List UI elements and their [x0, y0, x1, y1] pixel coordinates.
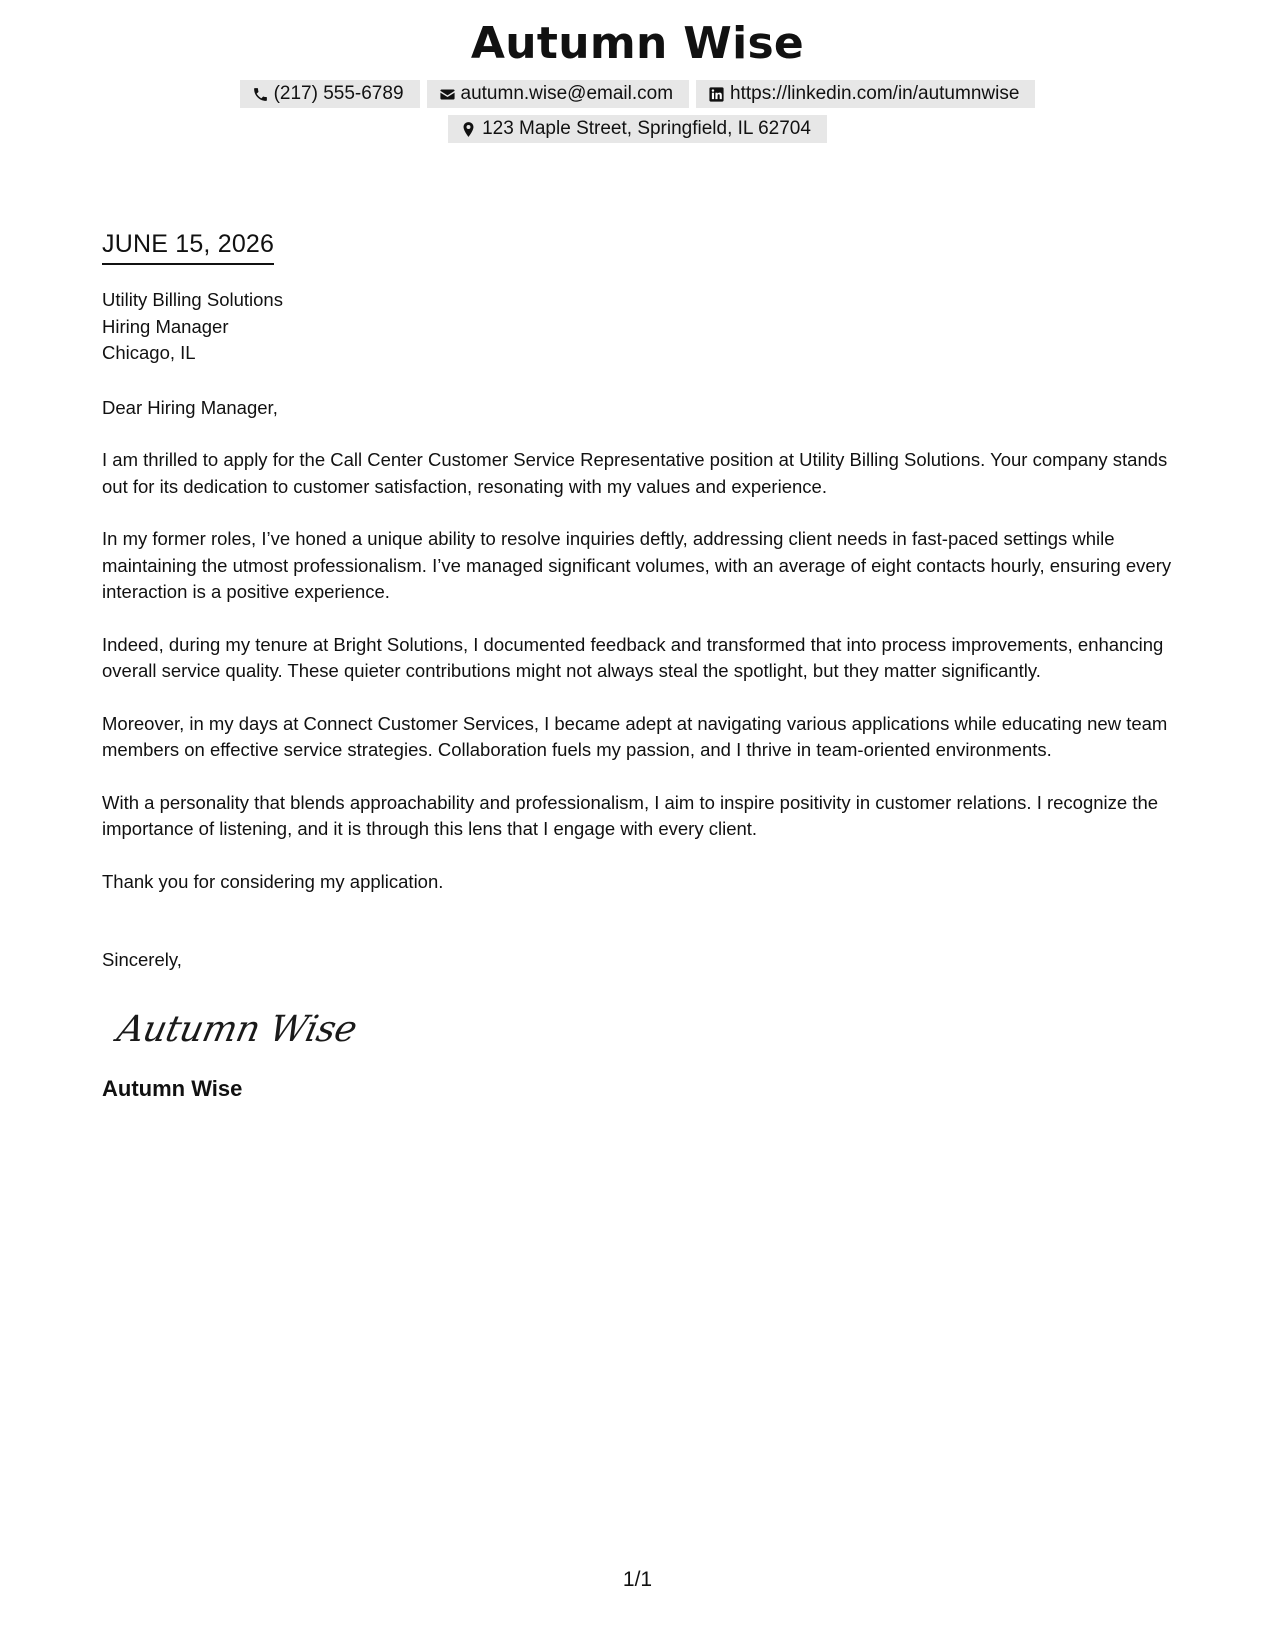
paragraph: In my former roles, I’ve honed a unique ability to resolve inquiries deftly, addressing client needs in fast-paced settings while maintaining the utmost professionalism. I’ve managed significant volumes, with an average of eight contacts hourly, ensuring every interaction is a positive experience. [102, 528, 1172, 602]
salutation: Dear Hiring Manager, [102, 396, 278, 418]
paragraph: Moreover, in my days at Connect Customer Services, I became adept at navigating various applications while educating new team members on effective service strategies. Collaboration fuels my passion, and I thrive in team-oriented environments. [102, 712, 1168, 760]
letter-body [102, 228, 1177, 1102]
contact-row [0, 80, 1275, 108]
address-chip [448, 115, 827, 143]
paragraph: I am thrilled to apply for the Call Center Customer Service Representative position at Utility Billing Solutions. Your company stands out for its dedication to customer satisfaction, resonating with my values and experience. [102, 449, 1168, 497]
linkedin-icon [708, 86, 725, 103]
paragraph: With a personality that blends approachability and professionalism, I aim to inspire positivity in customer relations. I recognize the importance of listening, and it is through this lens that I engage with every client. [102, 791, 1159, 839]
address-text: 123 Maple Street, Springfield, IL 62704 [482, 118, 811, 139]
closing: Sincerely, [102, 949, 182, 970]
page-number: 1/1 [622, 1568, 653, 1591]
paragraph: Indeed, during my tenure at Bright Solutions, I documented feedback and transformed that into process improvements, enhancing overall service quality. These quieter contributions might not always steal the spotlight, but they matter significantly. [102, 633, 1164, 681]
phone-chip[interactable] [240, 80, 420, 108]
paragraph: Thank you for considering my application. [102, 870, 444, 892]
map-pin-icon [460, 121, 477, 138]
email-chip[interactable] [427, 80, 690, 108]
recipient-title: Hiring Manager [102, 315, 229, 337]
linkedin-chip[interactable] [696, 80, 1035, 108]
signature-image: Autumn Wise [113, 1008, 361, 1050]
letter-date: JUNE 15, 2026 [102, 228, 274, 265]
recipient-block [102, 287, 1177, 367]
phone-text: (217) 555-6789 [273, 83, 404, 104]
recipient-company: Utility Billing Solutions [102, 289, 283, 310]
recipient-location: Chicago, IL [102, 342, 196, 363]
signer-name: Autumn Wise [102, 1075, 243, 1101]
phone-icon [252, 86, 269, 103]
applicant-name: Autumn Wise [470, 18, 805, 69]
envelope-icon [439, 86, 456, 103]
email-text: autumn.wise@email.com [460, 83, 674, 104]
linkedin-text: https://linkedin.com/in/autumnwise [730, 83, 1020, 104]
address-row [0, 115, 1275, 143]
